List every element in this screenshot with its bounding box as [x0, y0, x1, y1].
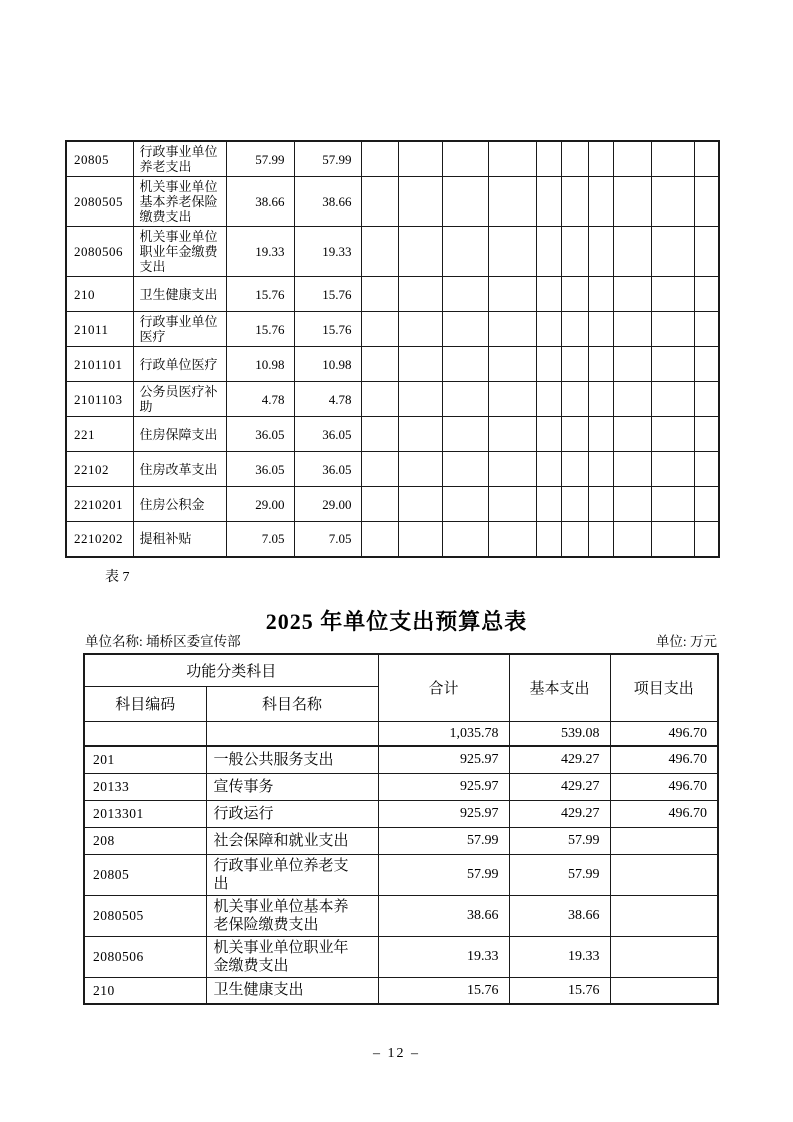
basic-cell: 36.05 [294, 417, 361, 452]
empty-cell [442, 227, 488, 277]
empty-cell [398, 382, 442, 417]
basic-cell: 7.05 [294, 522, 361, 557]
basic-cell: 29.00 [294, 487, 361, 522]
empty-cell [651, 312, 694, 347]
empty-cell [651, 141, 694, 177]
basic-cell: 15.76 [294, 312, 361, 347]
table7-expenditure-summary [83, 653, 719, 1005]
empty-cell [613, 227, 651, 277]
table7-body [84, 721, 718, 1004]
subject-code-cell: 2080505 [84, 895, 206, 936]
total-cell: 57.99 [378, 827, 509, 854]
empty-cell [442, 382, 488, 417]
empty-cell [488, 141, 536, 177]
empty-cell [536, 277, 561, 312]
empty-cell [588, 522, 613, 557]
basic-cell: 4.78 [294, 382, 361, 417]
empty-cell [651, 277, 694, 312]
subject-name-cell: 行政事业单位医疗 [133, 312, 226, 347]
subject-code-cell: 201 [84, 746, 206, 773]
basic-cell: 429.27 [509, 773, 610, 800]
header-subject-code: 科目编码 [84, 686, 206, 721]
empty-cell [488, 227, 536, 277]
empty-cell [694, 452, 719, 487]
project-cell [610, 936, 718, 977]
empty-cell [536, 522, 561, 557]
total-cell: 19.33 [226, 227, 294, 277]
empty-cell [536, 347, 561, 382]
table7-row [84, 977, 718, 1004]
subject-code-cell: 2080505 [66, 177, 133, 227]
empty-cell [694, 417, 719, 452]
empty-cell [536, 141, 561, 177]
basic-cell: 19.33 [509, 936, 610, 977]
empty-cell [398, 141, 442, 177]
empty-cell [588, 487, 613, 522]
empty-cell [361, 227, 398, 277]
header-subject-name: 科目名称 [206, 686, 378, 721]
empty-cell [613, 141, 651, 177]
basic-cell: 15.76 [509, 977, 610, 1004]
table7-row [84, 854, 718, 895]
table6-row [66, 487, 719, 522]
empty-cell [398, 227, 442, 277]
empty-cell [694, 177, 719, 227]
empty-cell [488, 382, 536, 417]
subject-code-cell: 221 [66, 417, 133, 452]
subject-code-cell [84, 721, 206, 746]
empty-cell [398, 452, 442, 487]
empty-cell [361, 277, 398, 312]
basic-cell: 57.99 [294, 141, 361, 177]
empty-cell [488, 417, 536, 452]
total-cell: 925.97 [378, 773, 509, 800]
table7-header [84, 654, 718, 721]
unit-name-label: 单位名称: 埇桥区委宣传部 [85, 634, 241, 649]
subject-name-cell: 住房公积金 [133, 487, 226, 522]
empty-cell [651, 522, 694, 557]
project-cell [610, 977, 718, 1004]
empty-cell [488, 177, 536, 227]
total-cell: 15.76 [226, 277, 294, 312]
empty-cell [536, 312, 561, 347]
empty-cell [651, 227, 694, 277]
empty-cell [694, 312, 719, 347]
empty-cell [442, 487, 488, 522]
empty-cell [398, 522, 442, 557]
table6-row [66, 141, 719, 177]
total-cell: 925.97 [378, 800, 509, 827]
table7-row [84, 936, 718, 977]
empty-cell [398, 177, 442, 227]
table6-row [66, 522, 719, 557]
empty-cell [694, 487, 719, 522]
empty-cell [561, 487, 588, 522]
empty-cell [442, 522, 488, 557]
subject-name-cell: 行政事业单位养老支出 [206, 854, 378, 895]
empty-cell [694, 382, 719, 417]
empty-cell [361, 312, 398, 347]
header-functional-classification: 功能分类科目 [84, 654, 378, 686]
subject-name-cell: 机关事业单位基本养老保险缴费支出 [206, 895, 378, 936]
empty-cell [536, 417, 561, 452]
empty-cell [694, 277, 719, 312]
page-number: – 12 – [373, 1046, 420, 1061]
subject-name-cell: 宣传事务 [206, 773, 378, 800]
total-cell: 15.76 [378, 977, 509, 1004]
empty-cell [588, 227, 613, 277]
subject-name-cell: 社会保障和就业支出 [206, 827, 378, 854]
empty-cell [561, 277, 588, 312]
subject-code-cell: 2013301 [84, 800, 206, 827]
subject-name-cell: 行政事业单位养老支出 [133, 141, 226, 177]
empty-cell [488, 452, 536, 487]
empty-cell [588, 141, 613, 177]
subject-name-cell: 机关事业单位基本养老保险缴费支出 [133, 177, 226, 227]
subject-code-cell: 210 [66, 277, 133, 312]
subject-name-cell [206, 721, 378, 746]
table6-row [66, 452, 719, 487]
empty-cell [588, 177, 613, 227]
table6-row [66, 177, 719, 227]
empty-cell [361, 141, 398, 177]
total-cell: 57.99 [226, 141, 294, 177]
empty-cell [398, 347, 442, 382]
table6-row [66, 227, 719, 277]
empty-cell [561, 177, 588, 227]
empty-cell [588, 277, 613, 312]
empty-cell [536, 177, 561, 227]
empty-cell [442, 417, 488, 452]
empty-cell [442, 312, 488, 347]
empty-cell [651, 487, 694, 522]
project-cell [610, 827, 718, 854]
empty-cell [588, 347, 613, 382]
subject-name-cell: 机关事业单位职业年金缴费支出 [133, 227, 226, 277]
basic-cell: 429.27 [509, 800, 610, 827]
subject-code-cell: 20805 [84, 854, 206, 895]
empty-cell [694, 227, 719, 277]
empty-cell [536, 452, 561, 487]
empty-cell [613, 277, 651, 312]
empty-cell [561, 227, 588, 277]
table6-row [66, 382, 719, 417]
total-cell: 1,035.78 [378, 721, 509, 746]
total-cell: 29.00 [226, 487, 294, 522]
empty-cell [361, 487, 398, 522]
project-cell: 496.70 [610, 773, 718, 800]
table7-row [84, 800, 718, 827]
empty-cell [613, 452, 651, 487]
empty-cell [398, 417, 442, 452]
empty-cell [651, 347, 694, 382]
total-cell: 57.99 [378, 854, 509, 895]
empty-cell [561, 382, 588, 417]
unit-measure-label: 单位: 万元 [655, 634, 717, 649]
empty-cell [651, 452, 694, 487]
empty-cell [588, 312, 613, 347]
subject-name-cell: 机关事业单位职业年金缴费支出 [206, 936, 378, 977]
basic-cell: 57.99 [509, 827, 610, 854]
project-cell: 496.70 [610, 746, 718, 773]
empty-cell [488, 312, 536, 347]
basic-cell: 429.27 [509, 746, 610, 773]
subject-code-cell: 2080506 [66, 227, 133, 277]
empty-cell [651, 177, 694, 227]
empty-cell [651, 382, 694, 417]
empty-cell [488, 487, 536, 522]
total-cell: 38.66 [378, 895, 509, 936]
empty-cell [488, 277, 536, 312]
table6-row [66, 312, 719, 347]
subject-name-cell: 住房保障支出 [133, 417, 226, 452]
table6-continuation [65, 140, 720, 558]
table7-row [84, 773, 718, 800]
subject-code-cell: 20133 [84, 773, 206, 800]
project-cell [610, 854, 718, 895]
empty-cell [536, 227, 561, 277]
total-cell: 15.76 [226, 312, 294, 347]
basic-cell: 539.08 [509, 721, 610, 746]
subject-code-cell: 208 [84, 827, 206, 854]
table7-meta-row [85, 630, 717, 650]
empty-cell [561, 417, 588, 452]
table7-header-row-1 [84, 654, 718, 686]
subject-code-cell: 22102 [66, 452, 133, 487]
project-cell: 496.70 [610, 721, 718, 746]
subject-name-cell: 行政单位医疗 [133, 347, 226, 382]
table6-row [66, 417, 719, 452]
table7-row [84, 746, 718, 773]
total-cell: 36.05 [226, 452, 294, 487]
empty-cell [694, 141, 719, 177]
empty-cell [588, 417, 613, 452]
empty-cell [651, 417, 694, 452]
header-total: 合计 [378, 654, 509, 721]
table7-row [84, 827, 718, 854]
empty-cell [361, 177, 398, 227]
subject-code-cell: 2210202 [66, 522, 133, 557]
empty-cell [588, 452, 613, 487]
subject-name-cell: 住房改革支出 [133, 452, 226, 487]
empty-cell [442, 141, 488, 177]
empty-cell [613, 177, 651, 227]
subject-code-cell: 21011 [66, 312, 133, 347]
subject-code-cell: 2101101 [66, 347, 133, 382]
table6-row [66, 277, 719, 312]
total-cell: 4.78 [226, 382, 294, 417]
empty-cell [561, 312, 588, 347]
empty-cell [361, 452, 398, 487]
table7-total-row [84, 721, 718, 746]
subject-name-cell: 一般公共服务支出 [206, 746, 378, 773]
subject-code-cell: 2080506 [84, 936, 206, 977]
subject-code-cell: 2101103 [66, 382, 133, 417]
empty-cell [613, 382, 651, 417]
subject-name-cell: 公务员医疗补助 [133, 382, 226, 417]
empty-cell [361, 522, 398, 557]
table7-row [84, 895, 718, 936]
total-cell: 925.97 [378, 746, 509, 773]
subject-code-cell: 2210201 [66, 487, 133, 522]
table6-row [66, 347, 719, 382]
empty-cell [613, 312, 651, 347]
project-cell: 496.70 [610, 800, 718, 827]
table7-label: 表 7 [105, 570, 130, 585]
empty-cell [398, 487, 442, 522]
subject-name-cell: 卫生健康支出 [206, 977, 378, 1004]
empty-cell [442, 347, 488, 382]
empty-cell [442, 452, 488, 487]
basic-cell: 15.76 [294, 277, 361, 312]
empty-cell [694, 522, 719, 557]
basic-cell: 36.05 [294, 452, 361, 487]
page-title: 2025 年单位支出预算总表 [265, 608, 528, 634]
total-cell: 19.33 [378, 936, 509, 977]
empty-cell [398, 277, 442, 312]
basic-cell: 38.66 [509, 895, 610, 936]
empty-cell [561, 141, 588, 177]
empty-cell [561, 452, 588, 487]
table6-body [66, 141, 719, 557]
empty-cell [561, 347, 588, 382]
empty-cell [488, 347, 536, 382]
empty-cell [613, 347, 651, 382]
project-cell [610, 895, 718, 936]
empty-cell [361, 417, 398, 452]
basic-cell: 19.33 [294, 227, 361, 277]
empty-cell [588, 382, 613, 417]
subject-name-cell: 提租补贴 [133, 522, 226, 557]
empty-cell [398, 312, 442, 347]
header-project-expenditure: 项目支出 [610, 654, 718, 721]
total-cell: 10.98 [226, 347, 294, 382]
empty-cell [442, 277, 488, 312]
empty-cell [694, 347, 719, 382]
basic-cell: 57.99 [509, 854, 610, 895]
empty-cell [536, 382, 561, 417]
subject-code-cell: 20805 [66, 141, 133, 177]
basic-cell: 38.66 [294, 177, 361, 227]
header-basic-expenditure: 基本支出 [509, 654, 610, 721]
empty-cell [561, 522, 588, 557]
basic-cell: 10.98 [294, 347, 361, 382]
subject-name-cell: 行政运行 [206, 800, 378, 827]
subject-code-cell: 210 [84, 977, 206, 1004]
empty-cell [613, 522, 651, 557]
total-cell: 38.66 [226, 177, 294, 227]
empty-cell [613, 417, 651, 452]
subject-name-cell: 卫生健康支出 [133, 277, 226, 312]
empty-cell [361, 382, 398, 417]
empty-cell [488, 522, 536, 557]
empty-cell [536, 487, 561, 522]
empty-cell [361, 347, 398, 382]
empty-cell [613, 487, 651, 522]
empty-cell [442, 177, 488, 227]
total-cell: 7.05 [226, 522, 294, 557]
total-cell: 36.05 [226, 417, 294, 452]
